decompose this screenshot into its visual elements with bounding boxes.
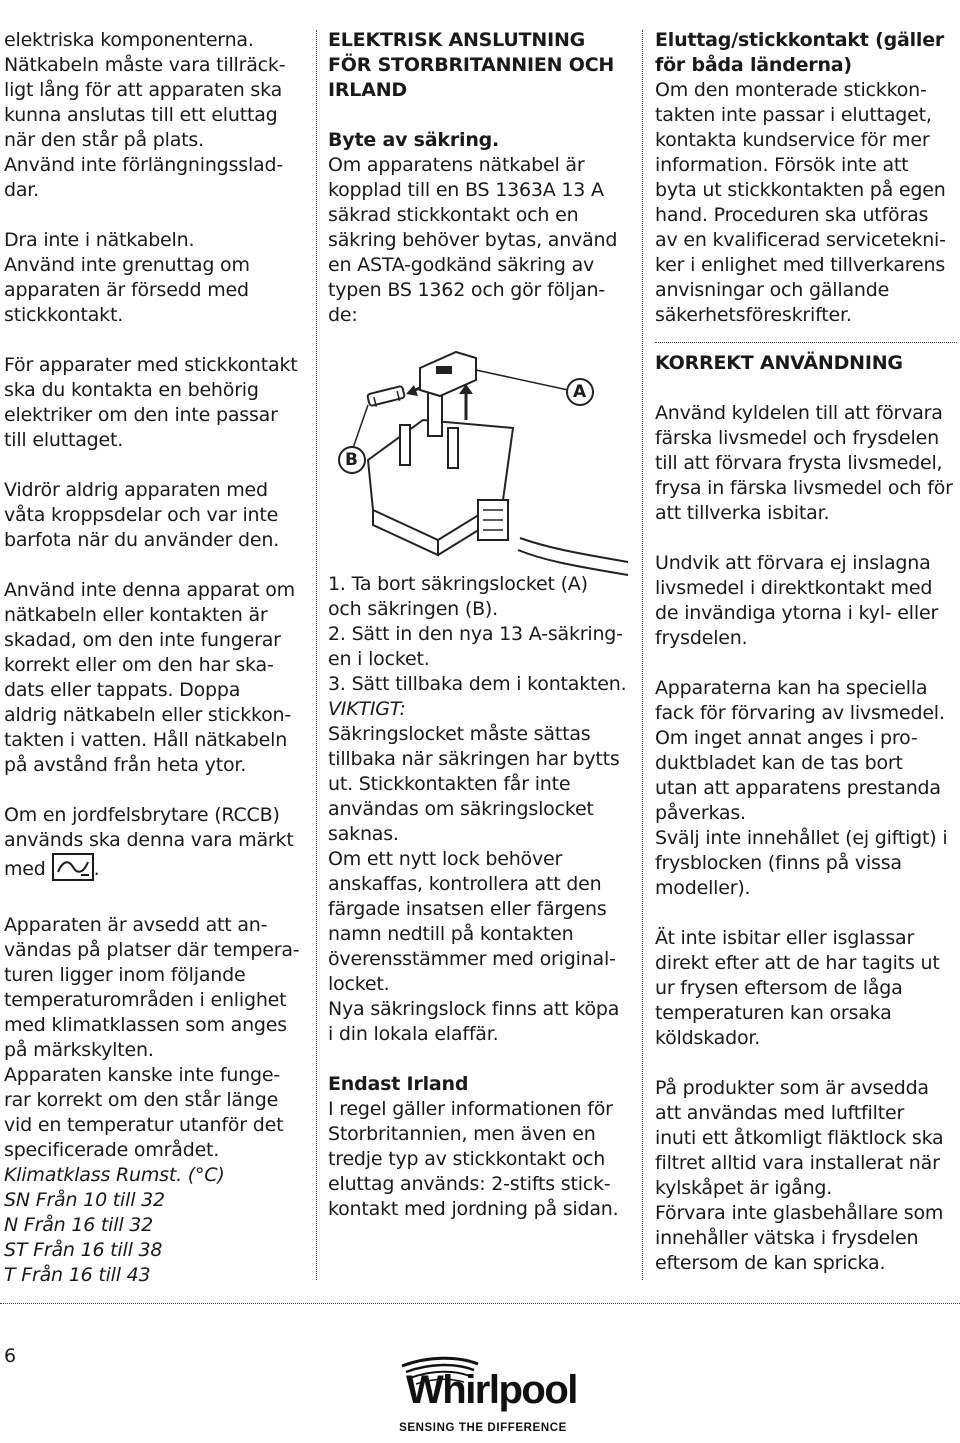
paragraph [655,551,957,651]
text-line: Om den monterade stickkon- [655,79,927,101]
heading-line: FÖR STORBRITANNIEN OCH [328,54,615,76]
text-line: de invändiga ytorna i kyl- eller [655,602,939,624]
logo-wordmark: Whirlpool [406,1368,577,1412]
text-line: till eluttaget. [4,429,124,451]
text-line: direkt efter att de har tagits ut [655,952,940,974]
logo-tagline: SENSING THE DIFFERENCE [399,1422,567,1434]
text-line: Nätkabeln måste vara tillräck- [4,54,286,76]
text-line: filtret alltid vara installerat när [655,1152,940,1174]
text-line: med klimatklassen som anges [4,1014,287,1036]
paragraph [655,676,957,901]
text-line: Använd inte grenuttag om [4,254,250,276]
text-line: På produkter som är avsedda [655,1077,929,1099]
text-line: innehåller vätska i frysdelen [655,1227,919,1249]
text-line: Om inget annat anges i pro- [655,727,918,749]
text-line: på märkskylten. [4,1039,154,1061]
paragraph [4,913,304,1288]
whirlpool-logo [398,1352,577,1442]
text-line: utan att apparatens prestanda [655,777,941,799]
label-b: B [345,450,358,470]
text-line: kontakt med jordning på sidan. [328,1198,619,1220]
text-line: I regel gäller informationen för [328,1098,613,1120]
text-line: temperaturområden i enlighet [4,989,287,1011]
step-line: 3. Sätt tillbaka dem i kontakten. [328,673,627,695]
text-line: färska livsmedel och frysdelen [655,427,939,449]
paragraph [328,128,634,328]
text-line: apparaten är försedd med [4,279,249,301]
rccb-symbol-icon [52,853,94,888]
text-line: Om apparatens nätkabel är [328,154,585,176]
text-line: rar korrekt om den står länge [4,1089,279,1111]
text-line: För apparater med stickkontakt [4,354,298,376]
text-line: Svälj inte innehållet (ej giftigt) i [655,827,948,849]
subheading: Byte av säkring. [328,129,500,151]
text-line: dar. [4,179,40,201]
paragraph [655,1076,957,1276]
text-line: Apparaterna kan ha speciella [655,677,928,699]
text-line: takten inte passar i eluttaget, [655,104,932,126]
paragraph [4,803,304,888]
text-line: Vidrör aldrig apparaten med [4,479,268,501]
text-line: anskaffas, kontrollera att den [328,873,602,895]
important-label: VIKTIGT: [328,698,406,720]
text-line: kontakta kundservice för mer [655,129,930,151]
text-line: namn nedtill på kontakten [328,923,574,945]
text-line: säkring behöver bytas, använd [328,229,618,251]
text-line: de: [328,304,358,326]
paragraph [4,228,304,328]
column-divider [316,30,317,1280]
paragraph [4,478,304,553]
text-line: på avstånd från heta ytor. [4,754,247,776]
page-number: 6 [4,1345,17,1367]
text-line: inuti ett åtkomligt fläktlock ska [655,1127,944,1149]
paragraph [328,572,634,1047]
text-line: temperaturen kan orsaka [655,1002,892,1024]
subheading: Endast Irland [328,1073,469,1095]
text-line: Säkringslocket måste sättas [328,723,591,745]
text-line: barfota när du använder den. [4,529,280,551]
text-line: eluttag används: 2-stifts stick- [328,1173,611,1195]
text-line: Använd kyldelen till att förvara [655,402,943,424]
text-line: duktbladet kan de tas bort [655,752,903,774]
text-line: våta kroppsdelar och var inte [4,504,279,526]
text-line: tredje typ av stickkontakt och [328,1148,606,1170]
text-fragment: med [4,858,46,880]
text-line: kopplad till en BS 1363A 13 A [328,179,604,201]
text-line: påverkas. [655,802,746,824]
paragraph [655,28,957,328]
text-line: Om en jordfelsbrytare (RCCB) [4,804,280,826]
text-line: tillbaka när säkringen har bytts [328,748,620,770]
text-line: att tillverka isbitar. [655,502,830,524]
text-line: ska du kontakta en behörig [4,379,259,401]
heading-line: Eluttag/stickkontakt (gäller [655,29,945,51]
text-line: när den står på plats. [4,129,204,151]
heading-line: ELEKTRISK ANSLUTNING [328,29,586,51]
text-line: används ska denna vara märkt [4,829,294,851]
text-line: att användas med luftfilter [655,1102,905,1124]
text-line: säkerhetsföreskrifter. [655,304,852,326]
text-line: eftersom de kan spricka. [655,1252,886,1274]
text-line: typen BS 1362 och gör följan- [328,279,606,301]
text-line: nätkabeln eller kontakten är [4,604,268,626]
text-line: specificerade området. [4,1139,220,1161]
column-3 [655,28,957,1276]
column-divider [642,30,643,1280]
text-line: Apparaten är avsedd att an- [4,914,268,936]
text-line: frysblocken (finns på vissa [655,852,902,874]
section-divider [655,342,957,343]
text-line: Använd inte förlängningsslad- [4,154,283,176]
text-line: Förvara inte glasbehållare som [655,1202,944,1224]
column-1 [4,28,304,1288]
text-line: dats eller tappats. Doppa [4,679,241,701]
text-fragment: . [93,858,100,880]
text-line: kylskåpet är igång. [655,1177,833,1199]
paragraph [4,353,304,453]
paragraph [4,28,304,203]
text-line: av en kvalificerad servicetekni- [655,229,946,251]
text-line: Apparaten kanske inte funge- [4,1064,281,1086]
text-line: aldrig nätkabeln eller stickkon- [4,704,292,726]
text-line: takten i vatten. Håll nätkabeln [4,729,288,751]
text-line: färgade insatsen eller färgens [328,898,607,920]
paragraph [655,926,957,1051]
text-line: ker i enlighet med tillverkarens [655,254,946,276]
climate-class-row: N Från 16 till 32 [4,1214,154,1236]
text-line: skadad, om den inte fungerar [4,629,281,651]
text-line: frysdelen. [655,627,748,649]
text-line: elektriska komponenterna. [4,29,254,51]
text-line: locket. [328,973,390,995]
climate-class-row: SN Från 10 till 32 [4,1189,165,1211]
text-line: byta ut stickkontakten på egen [655,179,946,201]
text-line: Använd inte denna apparat om [4,579,295,601]
step-line: 1. Ta bort säkringslocket (A) [328,573,588,595]
climate-class-row: T Från 16 till 43 [4,1264,151,1286]
text-line: Nya säkringslock finns att köpa [328,998,620,1020]
heading-line: för båda länderna) [655,54,852,76]
paragraph [4,578,304,778]
text-line: hand. Proceduren ska utföras [655,204,929,226]
text-line: säkrad stickkontakt och en [328,204,579,226]
text-line: anvisningar och gällande [655,279,890,301]
text-line: Om ett nytt lock behöver [328,848,563,870]
text-line: information. Försök inte att [655,154,909,176]
text-line: elektriker om den inte passar [4,404,278,426]
climate-class-row: ST Från 16 till 38 [4,1239,163,1261]
text-line: korrekt eller om den har ska- [4,654,274,676]
text-line: modeller). [655,877,751,899]
section-heading: KORREKT ANVÄNDNING [655,352,903,374]
text-line: i din lokala elaffär. [328,1023,499,1045]
fuse-plug-illustration [328,350,618,560]
text-line: köldskador. [655,1027,761,1049]
step-line: 2. Sätt in den nya 13 A-säkring- [328,623,623,645]
text-line: vändas på platser där tempera- [4,939,300,961]
text-line: överensstämmer med original- [328,948,616,970]
text-line: till att förvara frysta livsmedel, [655,452,943,474]
text-line [4,853,304,888]
text-line: kunna anslutas till ett eluttag [4,104,278,126]
text-line: fack för förvaring av livsmedel. [655,702,945,724]
text-line: frysa in färska livsmedel och för [655,477,953,499]
paragraph [655,401,957,526]
text-line: en ASTA-godkänd säkring av [328,254,595,276]
section-heading [328,28,634,103]
step-line: och säkringen (B). [328,598,498,620]
text-line: saknas. [328,823,399,845]
footer-divider [0,1303,960,1304]
column-2 [328,28,634,1222]
text-line: Dra inte i nätkabeln. [4,229,195,251]
text-line: användas om säkringslocket [328,798,594,820]
text-line: stickkontakt. [4,304,124,326]
text-line: livsmedel i direktkontakt med [655,577,933,599]
paragraph [328,1072,634,1222]
text-line: ligt lång för att apparaten ska [4,79,283,101]
step-line: en i locket. [328,648,430,670]
text-line: vid en temperatur utanför det [4,1114,284,1136]
text-line: Storbritannien, men även en [328,1123,596,1145]
text-line: ut. Stickkontakten får inte [328,773,571,795]
label-a: A [573,382,586,402]
text-line: Ät inte isbitar eller isglassar [655,927,915,949]
text-line: Undvik att förvara ej inslagna [655,552,931,574]
heading-line: IRLAND [328,79,407,101]
text-line: ur frysen eftersom de låga [655,977,903,999]
climate-class-header: Klimatklass Rumst. (°C) [4,1164,225,1186]
text-line: turen ligger inom följande [4,964,246,986]
